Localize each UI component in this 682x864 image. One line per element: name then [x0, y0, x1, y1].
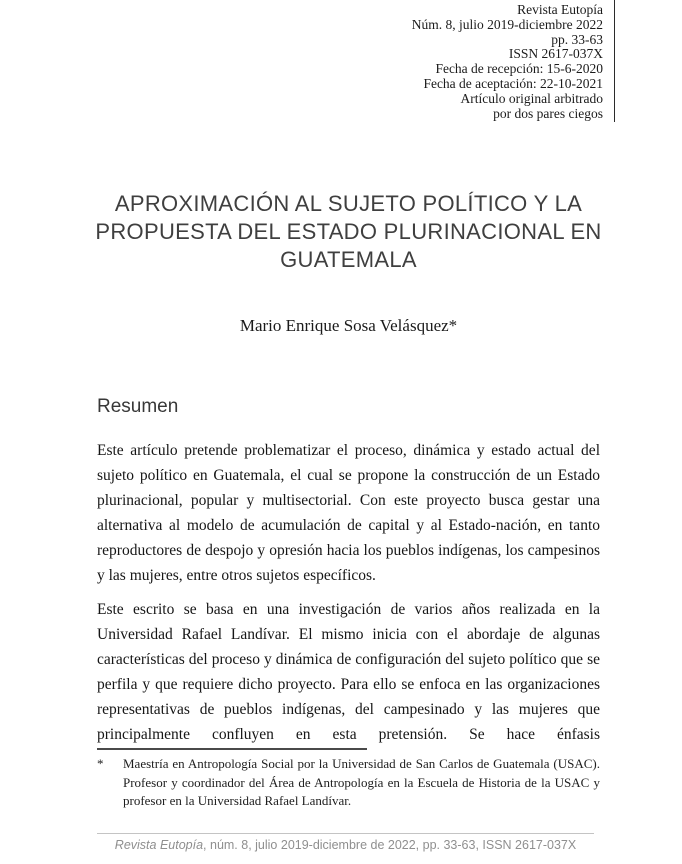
- footer-citation: , núm. 8, julio 2019-diciembre de 2022, pp. 33-63, ISSN 2617-037X: [203, 838, 577, 852]
- footnote-marker: *: [97, 756, 104, 771]
- abstract-body: [97, 438, 600, 747]
- abstract-paragraph-1: Este artículo pretende problematizar el proceso, dinámica y estado actual del sujeto político en Guatemala, el cual se propone la construcción de un Estado plurinacional, popular y multisectorial. Con este proyecto busca gestar una alternativa al modelo de acumulación de capital y al Estado-nación, en tanto reproductores de despojo y opresión hacia los pueblos indígenas, los campesinos y las mujeres, entre otros sujetos específicos.: [97, 442, 600, 584]
- author-name: Mario Enrique Sosa Velásquez*: [239, 316, 458, 335]
- section-heading-resumen: Resumen: [97, 396, 179, 417]
- masthead-reception-date: Fecha de recepción: 15-6-2020: [435, 61, 603, 77]
- masthead-pages: pp. 33-63: [551, 31, 603, 47]
- footnote-separator-rule: [97, 748, 367, 750]
- abstract-paragraph-2: Este escrito se basa en una investigación de varios años realizada en la Universidad Rafael Landívar. El mismo inicia con el abordaje de algunas características del proceso y dinámica de configuración del sujeto político que se perfila y que requiere dicho proyecto. Para ello se enfoca en las organizaciones representativas de pueblos indígenas, del campesinado y las mujeres que principalmente confluyen en esta pretensión. Se hace énfasis: [97, 601, 600, 743]
- article-title: APROXIMACIÓN AL SUJETO POLÍTICO Y LA PROPUESTA DEL ESTADO PLURINACIONAL EN GUATEMALA: [95, 191, 602, 272]
- footer-rule: [97, 833, 594, 834]
- masthead-issue: Núm. 8, julio 2019-diciembre 2022: [411, 16, 603, 32]
- footnote-text: Maestría en Antropología Social por la Universidad de San Carlos de Guatemala (USAC). Profesor y coordinador del Área de Antropología en la Escuela de Historia de la USAC y profesor en la Universidad Rafael Landívar.: [123, 756, 600, 808]
- masthead-issn: ISSN 2617-037X: [508, 46, 603, 62]
- author-footnote: [97, 755, 600, 811]
- masthead-journal-name: Revista Eutopía: [517, 2, 603, 17]
- footer-journal-name: Revista Eutopía: [114, 838, 204, 852]
- page-footer: [97, 838, 594, 852]
- journal-masthead: [412, 0, 615, 122]
- masthead-acceptance-date: Fecha de aceptación: 22-10-2021: [423, 75, 603, 91]
- masthead-article-type-line1: Artículo original arbitrado: [460, 90, 603, 106]
- masthead-article-type-line2: por dos pares ciegos: [493, 105, 603, 121]
